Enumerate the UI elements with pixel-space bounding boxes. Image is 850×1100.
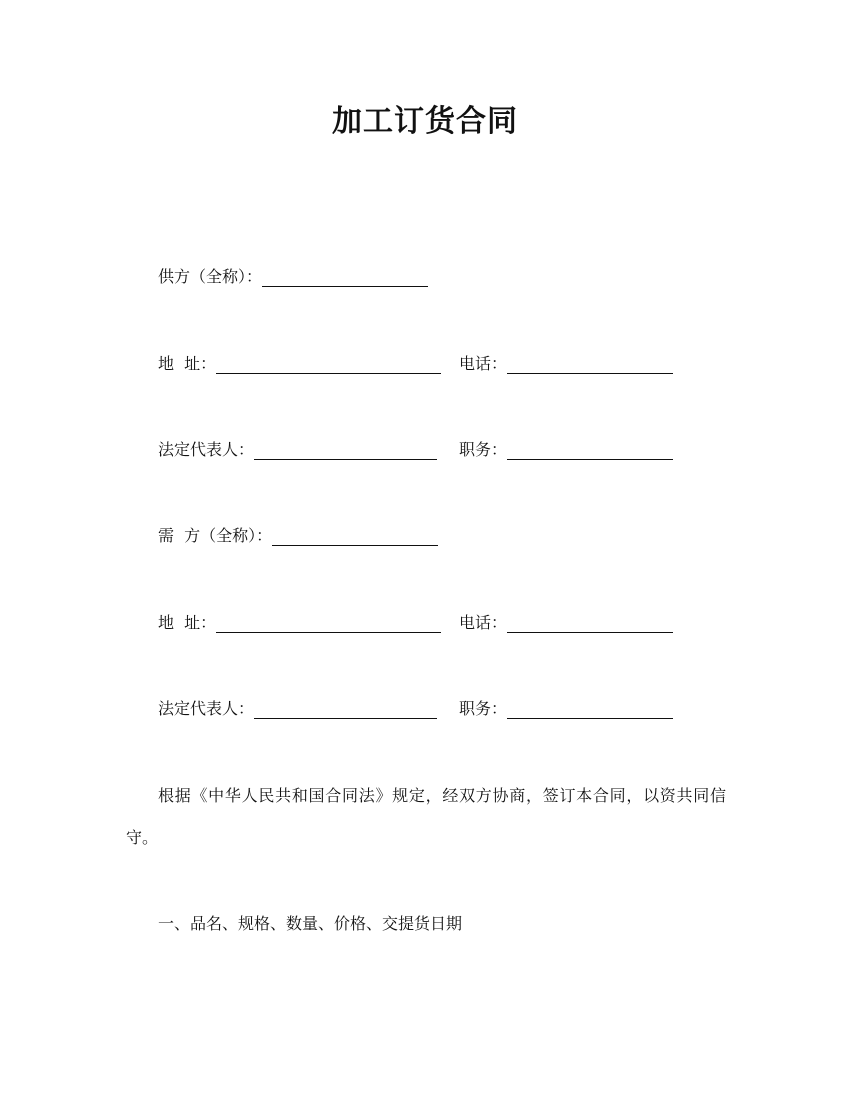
- section-1-heading: 一、品名、规格、数量、价格、交提货日期: [158, 914, 463, 933]
- supplier-address-blank[interactable]: [216, 353, 441, 374]
- buyer-rep-label: 法定代表人：: [158, 699, 255, 718]
- preamble-paragraph: 根据《中华人民共和国合同法》规定，经双方协商，签订本合同，以资共同信守。: [126, 786, 726, 847]
- buyer-rep-row: [158, 697, 678, 721]
- supplier-position-group: [459, 438, 673, 462]
- supplier-position-label: 职务：: [459, 440, 508, 459]
- supplier-phone-blank[interactable]: [507, 353, 673, 374]
- supplier-rep-blank[interactable]: [254, 439, 437, 460]
- supplier-position-blank[interactable]: [507, 439, 673, 460]
- buyer-address-row: [158, 611, 678, 635]
- buyer-phone-label: 电话：: [459, 613, 508, 632]
- buyer-position-group: [459, 697, 673, 721]
- supplier-name-row: [158, 265, 428, 289]
- supplier-rep-row: [158, 438, 678, 462]
- supplier-rep-label: 法定代表人：: [158, 440, 255, 459]
- supplier-phone-label: 电话：: [459, 354, 508, 373]
- buyer-name-label: 需 方（全称）：: [158, 526, 273, 545]
- buyer-name-row: [158, 524, 438, 548]
- buyer-address-blank[interactable]: [216, 612, 441, 633]
- buyer-phone-blank[interactable]: [507, 612, 673, 633]
- buyer-name-blank[interactable]: [272, 525, 438, 546]
- buyer-address-label: 地 址：: [158, 613, 217, 632]
- supplier-name-blank[interactable]: [262, 266, 428, 287]
- document-title: 加工订货合同: [332, 104, 518, 139]
- buyer-position-label: 职务：: [459, 699, 508, 718]
- buyer-phone-group: [459, 611, 673, 635]
- supplier-name-label: 供方（全称）：: [158, 267, 263, 286]
- buyer-rep-blank[interactable]: [254, 698, 437, 719]
- supplier-address-label: 地 址：: [158, 354, 217, 373]
- supplier-address-row: [158, 352, 678, 376]
- buyer-position-blank[interactable]: [507, 698, 673, 719]
- supplier-phone-group: [459, 352, 673, 376]
